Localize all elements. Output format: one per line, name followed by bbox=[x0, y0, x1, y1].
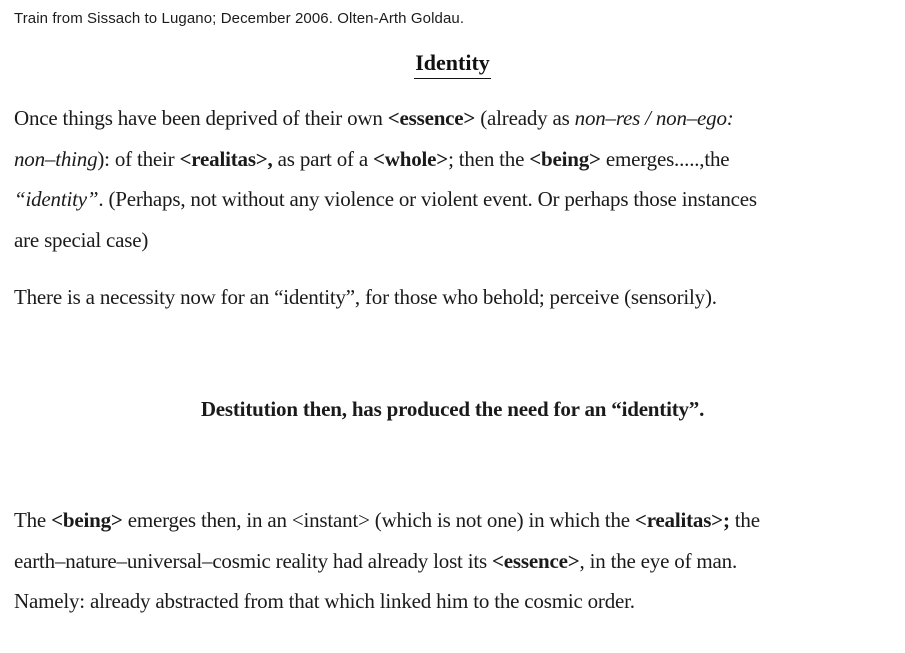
text-run: emerges then, in an <instant> (which is not one) in which the bbox=[122, 508, 635, 532]
text-line bbox=[14, 581, 891, 622]
header-note: Train from Sissach to Lugano; December 2006. Olten-Arth Goldau. bbox=[14, 10, 465, 27]
text-line bbox=[14, 389, 891, 430]
text-run: Namely: already abstracted from that which linked him to the cosmic order. bbox=[14, 589, 635, 613]
text-run: Once things have been deprived of their own bbox=[14, 106, 388, 130]
paragraph-3-centered bbox=[14, 389, 891, 430]
paragraph-4 bbox=[14, 500, 891, 622]
paragraph-2 bbox=[14, 277, 891, 318]
text-line bbox=[14, 500, 891, 541]
text-run: are special case) bbox=[14, 227, 149, 252]
text-run: ): of their bbox=[97, 146, 180, 171]
text-line bbox=[14, 220, 891, 261]
text-run: non–thing bbox=[14, 146, 98, 171]
document-page bbox=[0, 11, 905, 653]
text-line bbox=[14, 541, 891, 582]
text-run: “identity” bbox=[14, 187, 99, 211]
paragraph-1 bbox=[14, 98, 891, 260]
text-run: ; then the bbox=[448, 146, 530, 171]
text-run: the bbox=[729, 508, 760, 532]
text-line bbox=[14, 179, 891, 220]
text-run: <realitas>; bbox=[634, 508, 730, 532]
document-body bbox=[0, 98, 905, 622]
text-run: There is a necessity now for an “identity”, for those who behold; perceive (sensorily). bbox=[14, 285, 717, 309]
text-run: <being> bbox=[529, 146, 601, 171]
text-line bbox=[14, 98, 891, 139]
text-run: , in the eye of man. bbox=[579, 548, 738, 573]
title-row bbox=[0, 50, 905, 79]
text-run: as part of a bbox=[272, 146, 374, 171]
text-run: emerges.....,the bbox=[600, 146, 730, 171]
page-title: Identity bbox=[414, 50, 491, 79]
text-run: <essence> bbox=[492, 548, 580, 573]
text-run: The bbox=[14, 508, 52, 532]
text-run: . (Perhaps, not without any violence or violent event. Or perhaps those instances bbox=[98, 187, 757, 211]
text-line bbox=[14, 277, 891, 318]
text-run: <realitas>, bbox=[179, 146, 273, 171]
text-line bbox=[14, 139, 891, 180]
text-run: <being> bbox=[51, 508, 123, 532]
text-run: earth–nature–universal–cosmic reality had already lost its bbox=[14, 548, 493, 573]
text-run: <whole> bbox=[373, 146, 449, 171]
text-run: Destitution then, has produced the need for an “identity”. bbox=[200, 396, 705, 421]
text-run: (already as bbox=[475, 106, 575, 130]
text-run: non–res / non–ego: bbox=[574, 106, 734, 130]
text-run: <essence> bbox=[387, 106, 476, 130]
